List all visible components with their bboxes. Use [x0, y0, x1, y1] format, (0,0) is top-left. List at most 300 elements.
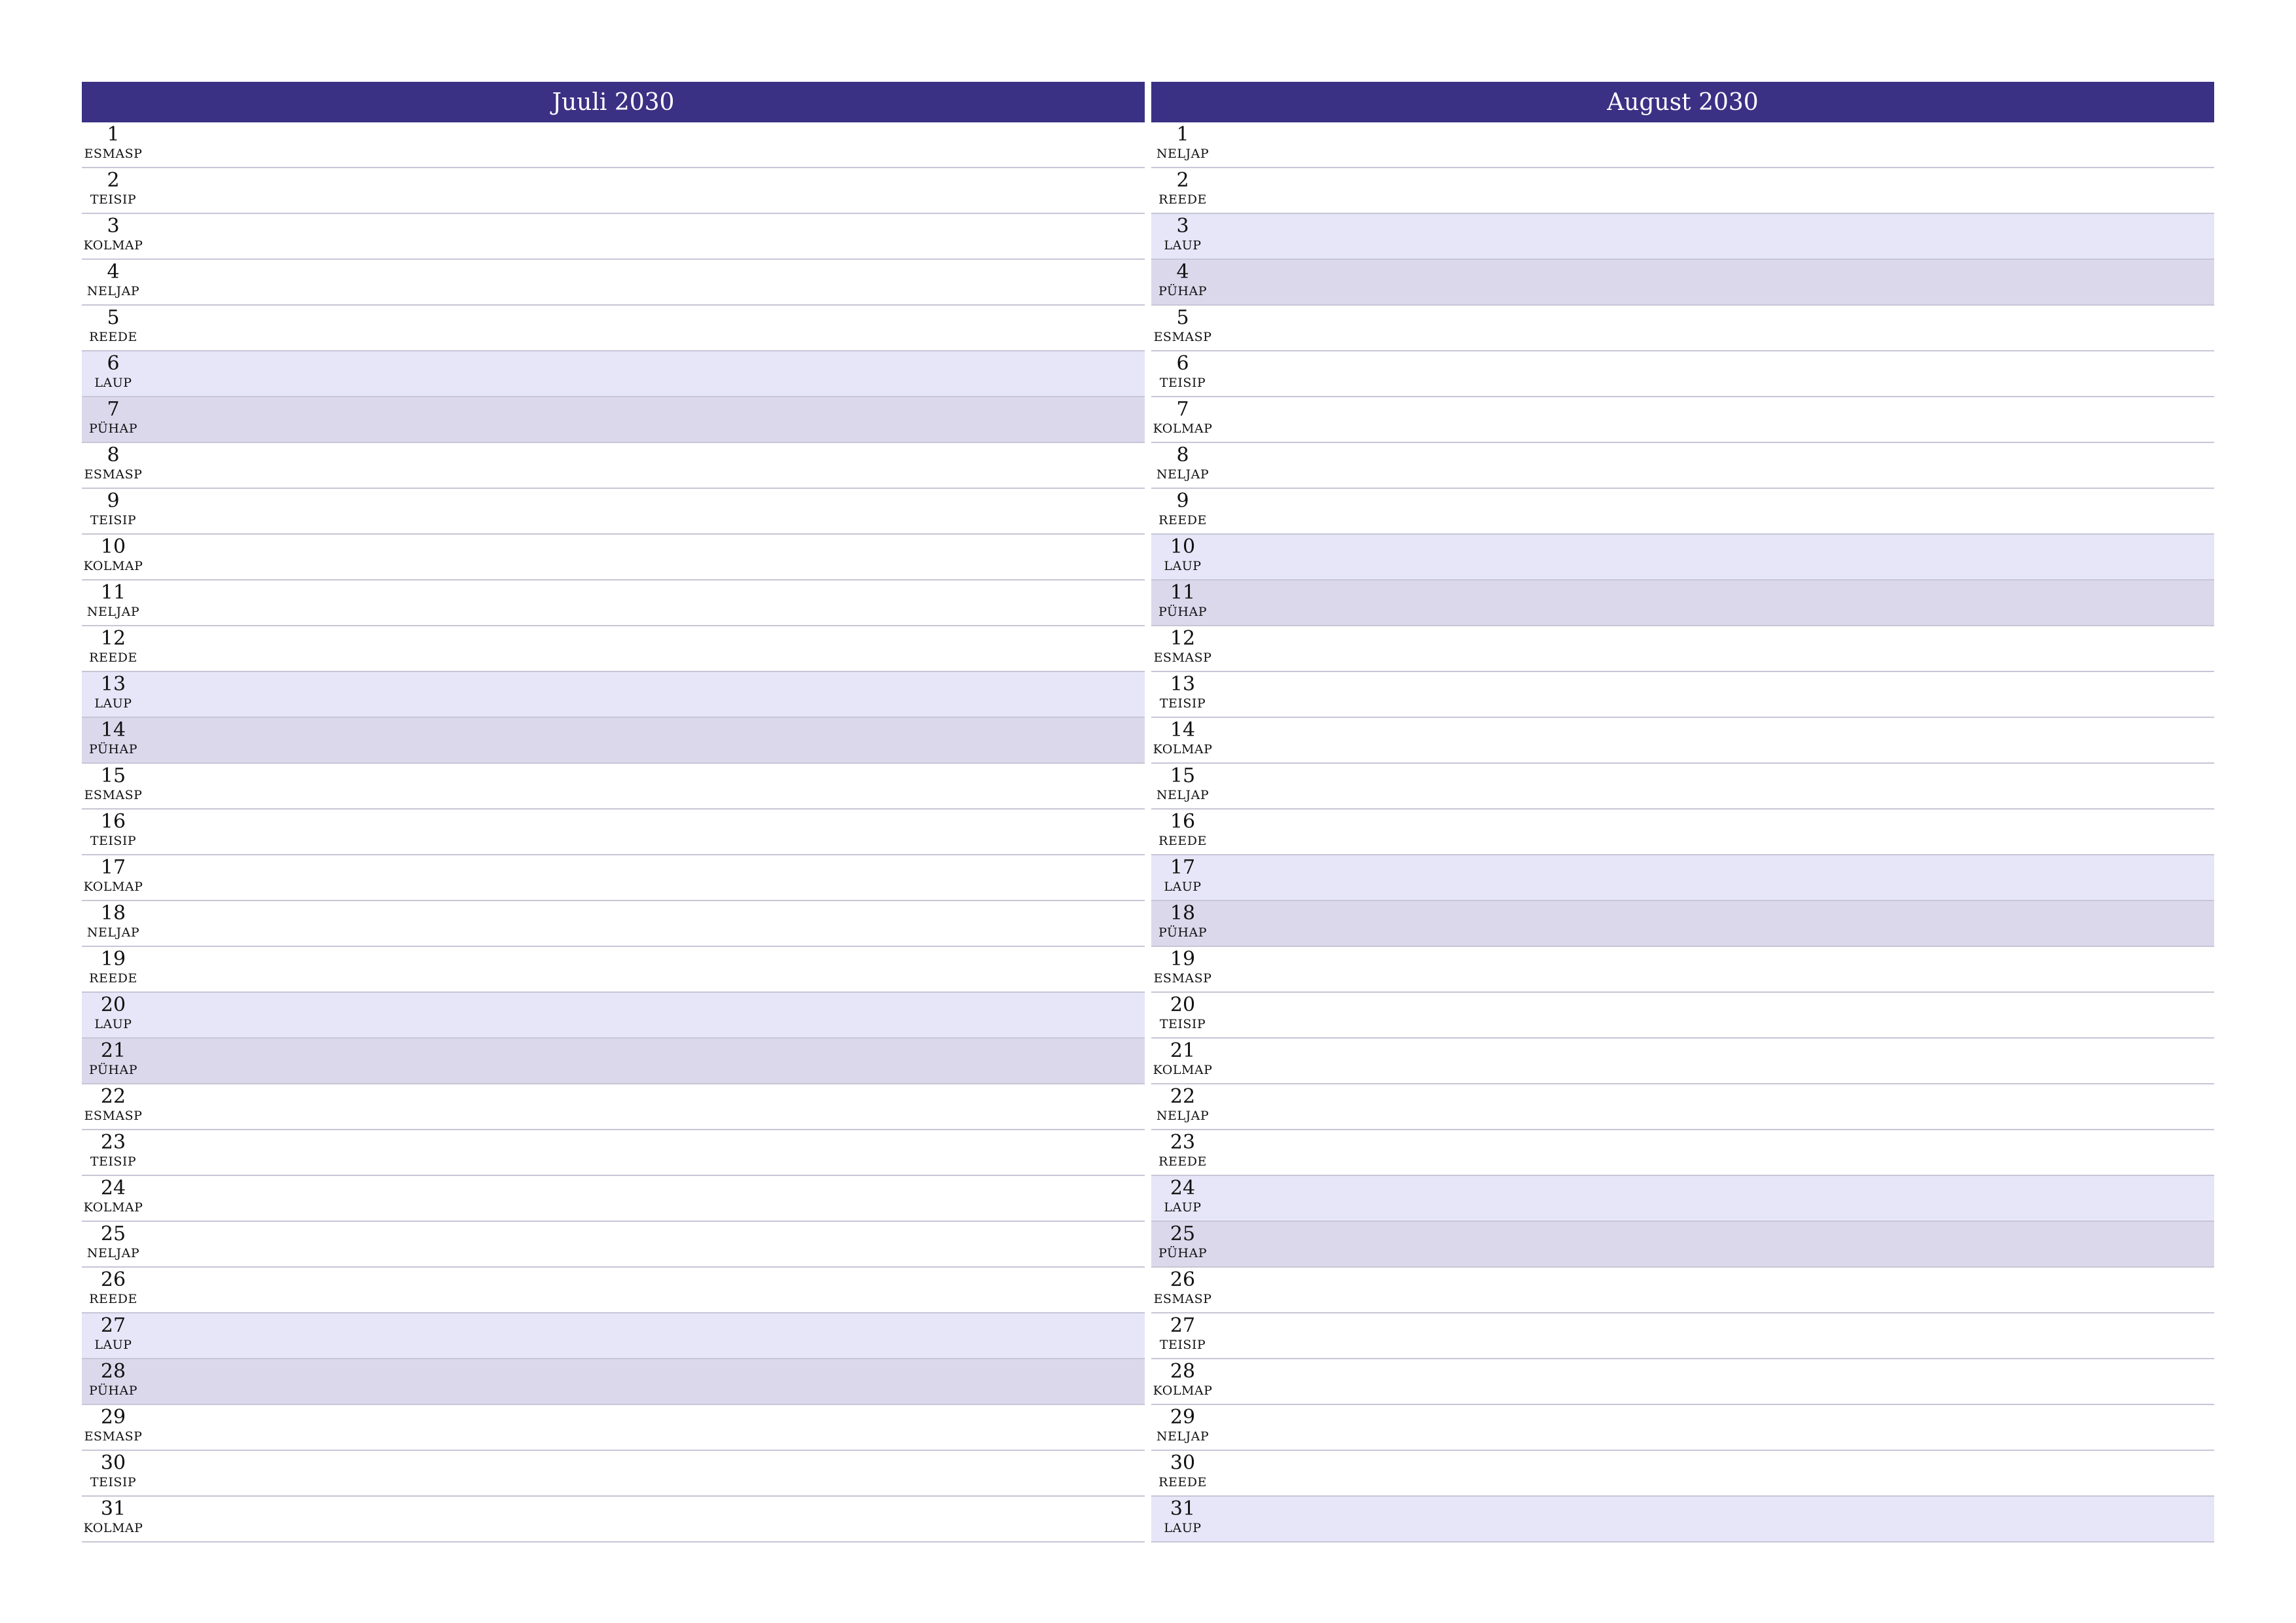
day-label	[82, 535, 145, 579]
day-row	[1151, 260, 2214, 306]
day-row	[1151, 306, 2214, 351]
day-label	[82, 1451, 145, 1495]
day-row	[1151, 855, 2214, 901]
day-row	[1151, 489, 2214, 535]
day-label	[82, 351, 145, 396]
day-number: 31	[100, 1497, 126, 1520]
day-name: TEISIP	[90, 1475, 137, 1489]
day-name: LAUP	[94, 696, 132, 711]
day-number: 3	[107, 215, 120, 238]
day-notes-area	[145, 855, 1145, 900]
day-name: ESMASP	[1153, 1292, 1212, 1306]
day-notes-area	[145, 351, 1145, 396]
day-notes-area	[145, 1268, 1145, 1312]
day-name: NELJAP	[1156, 467, 1210, 482]
day-label	[1151, 1084, 1214, 1129]
day-notes-area	[1214, 397, 2214, 442]
day-notes-area	[1214, 1451, 2214, 1495]
day-row	[82, 1222, 1145, 1268]
day-number: 4	[107, 260, 120, 283]
day-name: REEDE	[1158, 1154, 1207, 1169]
day-notes-area	[1214, 855, 2214, 900]
day-label	[82, 855, 145, 900]
day-notes-area	[145, 489, 1145, 533]
day-row	[1151, 1451, 2214, 1497]
day-row	[82, 1039, 1145, 1084]
day-name: KOLMAP	[83, 559, 143, 573]
day-notes-area	[1214, 1222, 2214, 1266]
day-number: 18	[100, 902, 126, 925]
day-label	[82, 443, 145, 488]
day-row	[82, 1176, 1145, 1222]
day-label	[1151, 1313, 1214, 1358]
day-label	[82, 718, 145, 762]
day-name: PÜHAP	[1158, 605, 1208, 619]
month-july	[82, 82, 1145, 1543]
day-label	[82, 1313, 145, 1358]
day-notes-area	[145, 718, 1145, 762]
day-number: 27	[100, 1314, 126, 1337]
day-name: REEDE	[1158, 192, 1207, 207]
day-label	[1151, 764, 1214, 808]
day-number: 19	[100, 948, 126, 971]
day-number: 31	[1170, 1497, 1196, 1520]
day-number: 20	[100, 993, 126, 1016]
day-label	[82, 122, 145, 167]
day-label	[1151, 580, 1214, 625]
day-number: 1	[107, 123, 120, 146]
day-name: LAUP	[94, 1338, 132, 1352]
day-number: 16	[100, 810, 126, 833]
day-notes-area	[145, 993, 1145, 1037]
day-row	[82, 351, 1145, 397]
day-number: 12	[1170, 627, 1196, 650]
day-label	[1151, 214, 1214, 259]
day-label	[1151, 1451, 1214, 1495]
day-label	[82, 1039, 145, 1083]
day-number: 11	[100, 581, 126, 604]
day-label	[1151, 855, 1214, 900]
day-label	[82, 1268, 145, 1312]
day-label	[1151, 443, 1214, 488]
day-name: ESMASP	[84, 467, 143, 482]
day-number: 8	[107, 444, 120, 467]
day-label	[1151, 626, 1214, 671]
day-notes-area	[145, 1039, 1145, 1083]
day-number: 24	[1170, 1177, 1196, 1200]
day-name: REEDE	[89, 330, 137, 344]
day-notes-area	[1214, 672, 2214, 717]
day-notes-area	[145, 168, 1145, 213]
day-notes-area	[1214, 580, 2214, 625]
day-name: PÜHAP	[1158, 925, 1208, 940]
day-row	[82, 489, 1145, 535]
day-name: NELJAP	[1156, 788, 1210, 802]
day-number: 22	[100, 1085, 126, 1108]
day-name: REEDE	[89, 651, 137, 665]
day-number: 14	[1170, 719, 1196, 741]
day-row	[82, 764, 1145, 810]
day-number: 4	[1176, 260, 1189, 283]
day-number: 9	[1176, 490, 1189, 512]
day-notes-area	[1214, 1497, 2214, 1541]
day-notes-area	[1214, 168, 2214, 213]
day-row	[82, 535, 1145, 580]
day-notes-area	[1214, 351, 2214, 396]
day-name: REEDE	[1158, 1475, 1207, 1489]
day-number: 6	[1176, 352, 1189, 375]
day-number: 5	[1176, 306, 1189, 329]
day-name: TEISIP	[90, 513, 137, 527]
day-name: NELJAP	[1156, 147, 1210, 161]
day-notes-area	[1214, 764, 2214, 808]
day-row	[1151, 580, 2214, 626]
day-name: ESMASP	[1153, 971, 1212, 986]
day-label	[1151, 947, 1214, 991]
day-label	[82, 1084, 145, 1129]
day-name: PÜHAP	[1158, 284, 1208, 298]
day-number: 1	[1176, 123, 1189, 146]
day-row	[1151, 810, 2214, 855]
day-row	[1151, 535, 2214, 580]
day-row	[1151, 1084, 2214, 1130]
day-notes-area	[1214, 260, 2214, 304]
day-notes-area	[1214, 901, 2214, 946]
day-name: ESMASP	[84, 788, 143, 802]
day-number: 23	[100, 1131, 126, 1154]
day-row	[1151, 1176, 2214, 1222]
day-list	[1151, 122, 2214, 1543]
day-notes-area	[145, 626, 1145, 671]
day-name: KOLMAP	[83, 1200, 143, 1215]
day-notes-area	[145, 397, 1145, 442]
day-notes-area	[145, 1497, 1145, 1541]
day-row	[82, 214, 1145, 260]
day-number: 5	[107, 306, 120, 329]
day-name: TEISIP	[1159, 696, 1206, 711]
day-row	[82, 1084, 1145, 1130]
day-number: 13	[1170, 673, 1196, 696]
day-notes-area	[1214, 626, 2214, 671]
day-name: NELJAP	[86, 605, 140, 619]
day-notes-area	[1214, 489, 2214, 533]
day-name: ESMASP	[84, 1429, 143, 1444]
day-name: PÜHAP	[1158, 1246, 1208, 1260]
day-number: 12	[100, 627, 126, 650]
day-row	[82, 1359, 1145, 1405]
day-notes-area	[145, 1222, 1145, 1266]
day-row	[82, 260, 1145, 306]
day-row	[82, 672, 1145, 718]
day-number: 15	[1170, 764, 1196, 787]
day-number: 23	[1170, 1131, 1196, 1154]
day-name: LAUP	[1164, 238, 1202, 253]
day-notes-area	[145, 901, 1145, 946]
day-label	[82, 397, 145, 442]
day-label	[1151, 535, 1214, 579]
day-name: KOLMAP	[83, 1521, 143, 1535]
day-number: 10	[1170, 535, 1196, 558]
day-row	[82, 1451, 1145, 1497]
day-row	[82, 993, 1145, 1039]
day-notes-area	[145, 260, 1145, 304]
day-notes-area	[145, 1130, 1145, 1175]
day-number: 19	[1170, 948, 1196, 971]
day-name: TEISIP	[1159, 376, 1206, 390]
day-number: 29	[100, 1406, 126, 1429]
day-label	[82, 580, 145, 625]
day-row	[1151, 1359, 2214, 1405]
day-notes-area	[1214, 810, 2214, 854]
day-name: ESMASP	[84, 147, 143, 161]
day-row	[1151, 626, 2214, 672]
day-name: TEISIP	[90, 192, 137, 207]
day-name: ESMASP	[1153, 651, 1212, 665]
day-label	[1151, 1130, 1214, 1175]
day-label	[1151, 306, 1214, 350]
day-notes-area	[145, 947, 1145, 991]
day-number: 13	[100, 673, 126, 696]
day-notes-area	[145, 1359, 1145, 1404]
day-notes-area	[1214, 214, 2214, 259]
day-name: KOLMAP	[83, 880, 143, 894]
day-notes-area	[1214, 1176, 2214, 1221]
day-name: KOLMAP	[1153, 421, 1213, 436]
day-label	[82, 1405, 145, 1450]
day-notes-area	[145, 672, 1145, 717]
day-name: KOLMAP	[1153, 1383, 1213, 1398]
day-label	[82, 626, 145, 671]
day-row	[82, 397, 1145, 443]
day-notes-area	[1214, 1313, 2214, 1358]
day-label	[82, 1222, 145, 1266]
day-number: 9	[107, 490, 120, 512]
day-notes-area	[1214, 122, 2214, 167]
day-label	[1151, 1176, 1214, 1221]
day-number: 7	[107, 398, 120, 421]
day-label	[1151, 397, 1214, 442]
day-row	[82, 1268, 1145, 1313]
day-number: 24	[100, 1177, 126, 1200]
day-name: TEISIP	[1159, 1017, 1206, 1031]
day-number: 2	[1176, 169, 1189, 192]
day-notes-area	[145, 1405, 1145, 1450]
day-number: 14	[100, 719, 126, 741]
day-label	[1151, 672, 1214, 717]
day-name: PÜHAP	[88, 1063, 138, 1077]
month-header: Juuli 2030	[82, 82, 1145, 122]
day-number: 17	[1170, 856, 1196, 879]
day-row	[82, 1130, 1145, 1176]
day-row	[1151, 214, 2214, 260]
day-number: 29	[1170, 1406, 1196, 1429]
day-label	[82, 260, 145, 304]
day-row	[82, 855, 1145, 901]
day-number: 15	[100, 764, 126, 787]
day-name: NELJAP	[1156, 1429, 1210, 1444]
day-row	[1151, 1405, 2214, 1451]
day-label	[82, 1359, 145, 1404]
day-row	[1151, 718, 2214, 764]
month-august	[1151, 82, 2214, 1543]
day-name: TEISIP	[90, 1154, 137, 1169]
day-row	[1151, 947, 2214, 993]
day-row	[1151, 1497, 2214, 1543]
day-label	[82, 168, 145, 213]
day-number: 7	[1176, 398, 1189, 421]
day-row	[82, 580, 1145, 626]
day-name: LAUP	[94, 1017, 132, 1031]
day-notes-area	[1214, 1084, 2214, 1129]
day-name: LAUP	[94, 376, 132, 390]
day-row	[82, 168, 1145, 214]
day-label	[1151, 1039, 1214, 1083]
day-name: PÜHAP	[88, 421, 138, 436]
day-row	[82, 122, 1145, 168]
day-row	[1151, 1268, 2214, 1313]
day-notes-area	[1214, 1359, 2214, 1404]
day-row	[82, 810, 1145, 855]
day-notes-area	[1214, 993, 2214, 1037]
day-label	[1151, 489, 1214, 533]
day-row	[1151, 1039, 2214, 1084]
day-list	[82, 122, 1145, 1543]
day-name: KOLMAP	[1153, 742, 1213, 757]
day-row	[1151, 993, 2214, 1039]
day-name: ESMASP	[1153, 330, 1212, 344]
day-number: 26	[1170, 1268, 1196, 1291]
day-name: NELJAP	[86, 284, 140, 298]
day-notes-area	[1214, 718, 2214, 762]
day-row	[82, 306, 1145, 351]
day-label	[82, 764, 145, 808]
day-name: TEISIP	[90, 834, 137, 848]
day-number: 20	[1170, 993, 1196, 1016]
day-number: 30	[1170, 1452, 1196, 1474]
day-name: NELJAP	[1156, 1109, 1210, 1123]
day-notes-area	[145, 1084, 1145, 1129]
day-label	[82, 1497, 145, 1541]
day-notes-area	[145, 443, 1145, 488]
day-notes-area	[1214, 535, 2214, 579]
day-label	[82, 1176, 145, 1221]
day-name: PÜHAP	[88, 1383, 138, 1398]
day-label	[1151, 168, 1214, 213]
day-row	[1151, 122, 2214, 168]
day-row	[82, 1313, 1145, 1359]
day-row	[1151, 764, 2214, 810]
day-name: REEDE	[1158, 834, 1207, 848]
day-row	[82, 443, 1145, 489]
day-number: 8	[1176, 444, 1189, 467]
day-number: 3	[1176, 215, 1189, 238]
day-label	[1151, 718, 1214, 762]
day-name: PÜHAP	[88, 742, 138, 757]
day-row	[1151, 443, 2214, 489]
day-name: KOLMAP	[1153, 1063, 1213, 1077]
day-label	[1151, 1405, 1214, 1450]
day-notes-area	[145, 580, 1145, 625]
day-notes-area	[1214, 1405, 2214, 1450]
day-number: 21	[100, 1039, 126, 1062]
day-notes-area	[1214, 947, 2214, 991]
day-label	[1151, 1359, 1214, 1404]
day-name: KOLMAP	[83, 238, 143, 253]
day-label	[1151, 901, 1214, 946]
day-notes-area	[145, 1176, 1145, 1221]
day-label	[1151, 993, 1214, 1037]
day-number: 27	[1170, 1314, 1196, 1337]
day-row	[82, 1497, 1145, 1543]
day-name: LAUP	[1164, 559, 1202, 573]
day-name: REEDE	[1158, 513, 1207, 527]
day-row	[82, 626, 1145, 672]
day-label	[82, 901, 145, 946]
day-notes-area	[145, 1451, 1145, 1495]
day-number: 21	[1170, 1039, 1196, 1062]
day-notes-area	[145, 214, 1145, 259]
day-name: REEDE	[89, 971, 137, 986]
day-label	[82, 810, 145, 854]
two-month-planner	[82, 82, 2214, 1543]
day-label	[1151, 1268, 1214, 1312]
day-number: 18	[1170, 902, 1196, 925]
day-label	[82, 1130, 145, 1175]
day-number: 28	[100, 1360, 126, 1383]
day-notes-area	[145, 306, 1145, 350]
day-row	[1151, 901, 2214, 947]
day-name: REEDE	[89, 1292, 137, 1306]
day-name: NELJAP	[86, 1246, 140, 1260]
day-label	[1151, 260, 1214, 304]
day-name: LAUP	[1164, 1521, 1202, 1535]
day-name: NELJAP	[86, 925, 140, 940]
day-row	[1151, 168, 2214, 214]
day-notes-area	[1214, 1039, 2214, 1083]
day-number: 16	[1170, 810, 1196, 833]
day-notes-area	[145, 535, 1145, 579]
month-header: August 2030	[1151, 82, 2214, 122]
day-number: 10	[100, 535, 126, 558]
day-label	[1151, 351, 1214, 396]
day-row	[1151, 351, 2214, 397]
day-label	[1151, 1222, 1214, 1266]
day-label	[82, 306, 145, 350]
day-label	[82, 489, 145, 533]
day-notes-area	[145, 764, 1145, 808]
day-row	[82, 718, 1145, 764]
day-label	[82, 214, 145, 259]
day-notes-area	[1214, 1268, 2214, 1312]
day-number: 28	[1170, 1360, 1196, 1383]
day-number: 30	[100, 1452, 126, 1474]
day-label	[82, 672, 145, 717]
day-name: ESMASP	[84, 1109, 143, 1123]
day-number: 25	[1170, 1222, 1196, 1245]
day-row	[1151, 1130, 2214, 1176]
day-notes-area	[145, 810, 1145, 854]
day-label	[1151, 810, 1214, 854]
day-label	[82, 993, 145, 1037]
day-label	[1151, 1497, 1214, 1541]
day-notes-area	[1214, 306, 2214, 350]
day-label	[82, 947, 145, 991]
day-number: 22	[1170, 1085, 1196, 1108]
day-name: LAUP	[1164, 1200, 1202, 1215]
day-row	[82, 947, 1145, 993]
day-row	[1151, 397, 2214, 443]
day-number: 2	[107, 169, 120, 192]
